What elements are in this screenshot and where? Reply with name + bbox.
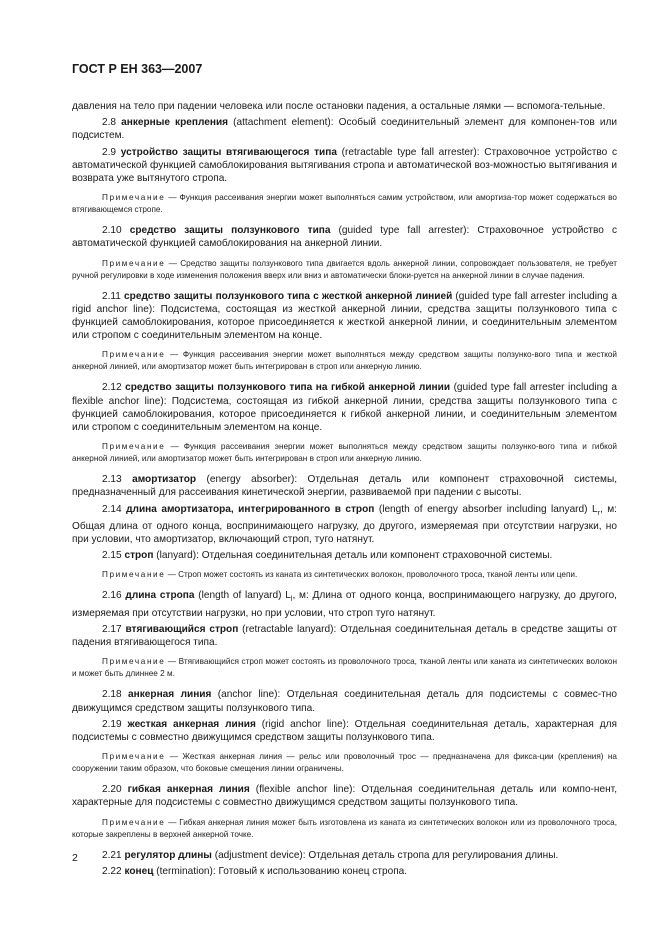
term-name: жесткая анкерная линия (127, 718, 256, 730)
note-dash: — (165, 570, 179, 580)
text-run: 2.20 (102, 784, 128, 796)
text-run: 2.22 (102, 865, 125, 877)
note-dash: — (165, 752, 183, 762)
note (72, 569, 617, 581)
text-run: давления на тело при падении человека или после остановки падения, а остальные лямки — вспомога-тельные. (72, 101, 606, 112)
text-run: (anchor line): Отдельная соединительная деталь для подсистемы с совмес-тно движущимся средством защиты ползункового типа. (72, 689, 617, 714)
note (72, 751, 617, 775)
text-run: 2.21 (102, 849, 125, 861)
document-body (72, 100, 617, 878)
note-text: Функция рассеивания энергии может выполняться между средством защиты ползунко-вого типа и гибкой анкерной линией, или амортизатор может быть интегрирован в строп или анкерную линию. (72, 442, 617, 464)
term-name: амортизатор (132, 474, 197, 486)
term-name: длина амортизатора, интегрированного в строп (126, 503, 375, 515)
text-run: (retractable type fall arrester): Страховочное устройство с автоматической функцией самоблокирования вытягивания стропа и автоматической воз-можностью вытягивания и возврата уже вытянутого стропа. (72, 146, 617, 185)
term-definition (72, 718, 617, 744)
note-label: Примечание (102, 442, 166, 452)
text-run: (lanyard): Отдельная соединительная деталь или компонент страховочной системы. (153, 550, 553, 562)
text-run: 2.18 (102, 689, 129, 701)
note-text: Средство защиты ползункового типа двигается вдоль анкерной линии, сопровождает пользователя, не требует ручной регулировки в ходе изменения положения вверх или вниз и автоматически блоки-руется на анкерной линии в случае падения. (72, 258, 617, 280)
text-run: 2.19 (102, 718, 128, 730)
term-name: втягивающийся строп (125, 623, 239, 635)
term-name: средство защиты ползункового типа на гибкой анкерной линии (125, 382, 451, 394)
text-run: 2.14 (102, 503, 127, 515)
term-name: устройство защиты втягивающегося типа (120, 146, 337, 158)
note (72, 192, 617, 216)
term-name: конец (124, 865, 154, 877)
term-definition (72, 116, 617, 142)
term-definition (72, 849, 617, 862)
note-text: Функция рассеивания энергии может выполняться между средством защиты ползунко-вого типа и жесткой анкерной линией, или амортизатор может быть интегрирован в строп или анкерную линию. (72, 350, 617, 372)
term-name: длина стропа (125, 590, 195, 602)
note-text: Гибкая анкерная линия может быть изготовлена из каната из синтетических волокон или из проволочного троса, которые закреплены в верхней анкерной точке. (72, 817, 617, 839)
term-definition (72, 589, 617, 619)
term-definition (72, 865, 617, 878)
note-label: Примечание (102, 817, 166, 827)
text-run: , м: Длина от одного конца, воспринимающего нагрузку, до другого, измеряемая при отсутствии нагрузки, но при условии, что строп туго натянут. (72, 590, 617, 619)
term-definition (72, 381, 617, 434)
text-run: (flexible anchor line): Отдельная соединительная деталь или компо-нент, характерные для подсистемы с совместно движущимся средством защиты ползункового типа. (72, 784, 617, 809)
text-run: (guided type fall arrester including a rigid anchor line): Подсистема, состоящая из жесткой анкерной линии, средства защиты ползункового типа с функцией самоблокирования, которое присоединяется к жесткой анкерной линии, и соединительным элементом или стропом с соединительным элементом на конце. (72, 290, 618, 342)
note-dash: — (165, 817, 180, 827)
text-run: 2.10 (102, 225, 130, 237)
note-dash: — (165, 657, 179, 667)
term-definition (72, 473, 617, 499)
term-definition (72, 503, 617, 547)
term-name: анкерные крепления (121, 117, 229, 129)
note (72, 817, 617, 841)
note-dash: — (165, 193, 180, 203)
text-run: (length of lanyard) L (194, 590, 291, 602)
note (72, 441, 617, 465)
note-text: Втягивающийся строп может состоять из проволочного троса, тканой ленты или каната из синтетических волокон и может быть длиннее 2 м. (72, 657, 617, 679)
text-run: 2.12 (102, 382, 126, 394)
term-name: гибкая анкерная линия (127, 784, 250, 796)
paragraph (72, 100, 617, 113)
note (72, 258, 617, 282)
text-run: (attachment element): Особый соединительный элемент для компонен-тов или подсистем. (72, 117, 617, 142)
term-name: средство защиты ползункового типа с жесткой анкерной линией (124, 290, 453, 302)
page-number: 2 (72, 852, 78, 864)
term-name: строп (124, 550, 154, 562)
term-definition (72, 549, 617, 562)
text-run: (energy absorber): Отдельная деталь или компонент страховочной системы, предназначенный для рассеивания кинетической энергии, развиваемой при падении с высоты. (72, 474, 618, 499)
note-label: Примечание (102, 752, 166, 762)
text-run: (guided type fall arrester including a flexible anchor line): Подсистема, состоящая из гибкой анкерной линии, средства защиты ползункового типа с функцией самоблокирования, которое присоединяется к гибкой анкерной линии, и соединительным элементом или стропом с соединительным элементом на конце. (72, 382, 618, 434)
term-name: средство защиты ползункового типа (129, 225, 331, 237)
text-run: (termination): Готовый к использованию конец стропа. (153, 865, 408, 877)
text-run: 2.9 (102, 146, 121, 158)
term-name: регулятор длины (124, 849, 212, 861)
text-run: 2.8 (102, 117, 122, 129)
text-run: , м: Общая длина от одного конца, воспринимающего нагрузку, до другого, измеряемая при отсутствии нагрузки, но при условии, что амортизатор, включающий строп, туго натянут. (72, 503, 617, 546)
note-label: Примечание (102, 193, 166, 203)
term-definition (72, 224, 617, 250)
text-run: 2.15 (102, 550, 125, 562)
text-run: 2.13 (102, 474, 133, 486)
note-label: Примечание (102, 350, 166, 360)
note-text: Строп может состоять из каната из синтетических волокон, проволочного троса, тканой ленты или цепи. (178, 570, 578, 580)
text-run: 2.17 (102, 623, 126, 635)
text-run: (adjustment device): Отдельная деталь стропа для регулирования длины. (211, 849, 559, 861)
term-name: анкерная линия (128, 689, 212, 701)
text-run: 2.16 (102, 590, 126, 602)
document-page (72, 62, 617, 881)
term-definition (72, 146, 617, 186)
note (72, 349, 617, 373)
note-label: Примечание (102, 657, 166, 667)
note-dash: — (165, 350, 183, 360)
text-run: 2.11 (102, 290, 125, 302)
text-run: (length of energy absorber including lanyard) L (374, 503, 598, 515)
note-text: Функция рассеивания энергии может выполняться самим устройством, или амортиза-тор может содержаться во втягивающемся стропе. (72, 193, 617, 215)
text-run: (retractable lanyard): Отдельная соединительная деталь в средстве защиты от падения втягивающегося типа. (72, 623, 617, 649)
term-definition (72, 623, 617, 649)
subscript: l (290, 596, 293, 604)
note-label: Примечание (102, 570, 166, 580)
note-dash: — (165, 258, 181, 268)
text-run: (rigid anchor line): Отдельная соединительная деталь, характерная для подсистемы с совместно движущимся средством защиты ползункового типа. (72, 718, 617, 743)
note-dash: — (165, 442, 184, 452)
subscript: r (597, 509, 600, 517)
note-text: Жесткая анкерная линия — рельс или проволочный трос — предназначена для фикса-ции (крепления) на сооружении таким образом, что боковые смещения линии ограничены. (72, 752, 617, 774)
term-definition (72, 783, 617, 809)
term-definition (72, 290, 617, 343)
text-run: (guided type fall arrester): Страховочное устройство с автоматической функцией самоблокирования на анкерной линии. (72, 225, 617, 250)
note (72, 656, 617, 680)
term-definition (72, 688, 617, 714)
note-label: Примечание (102, 258, 166, 268)
document-header: ГОСТ Р ЕН 363—2007 (72, 62, 203, 76)
